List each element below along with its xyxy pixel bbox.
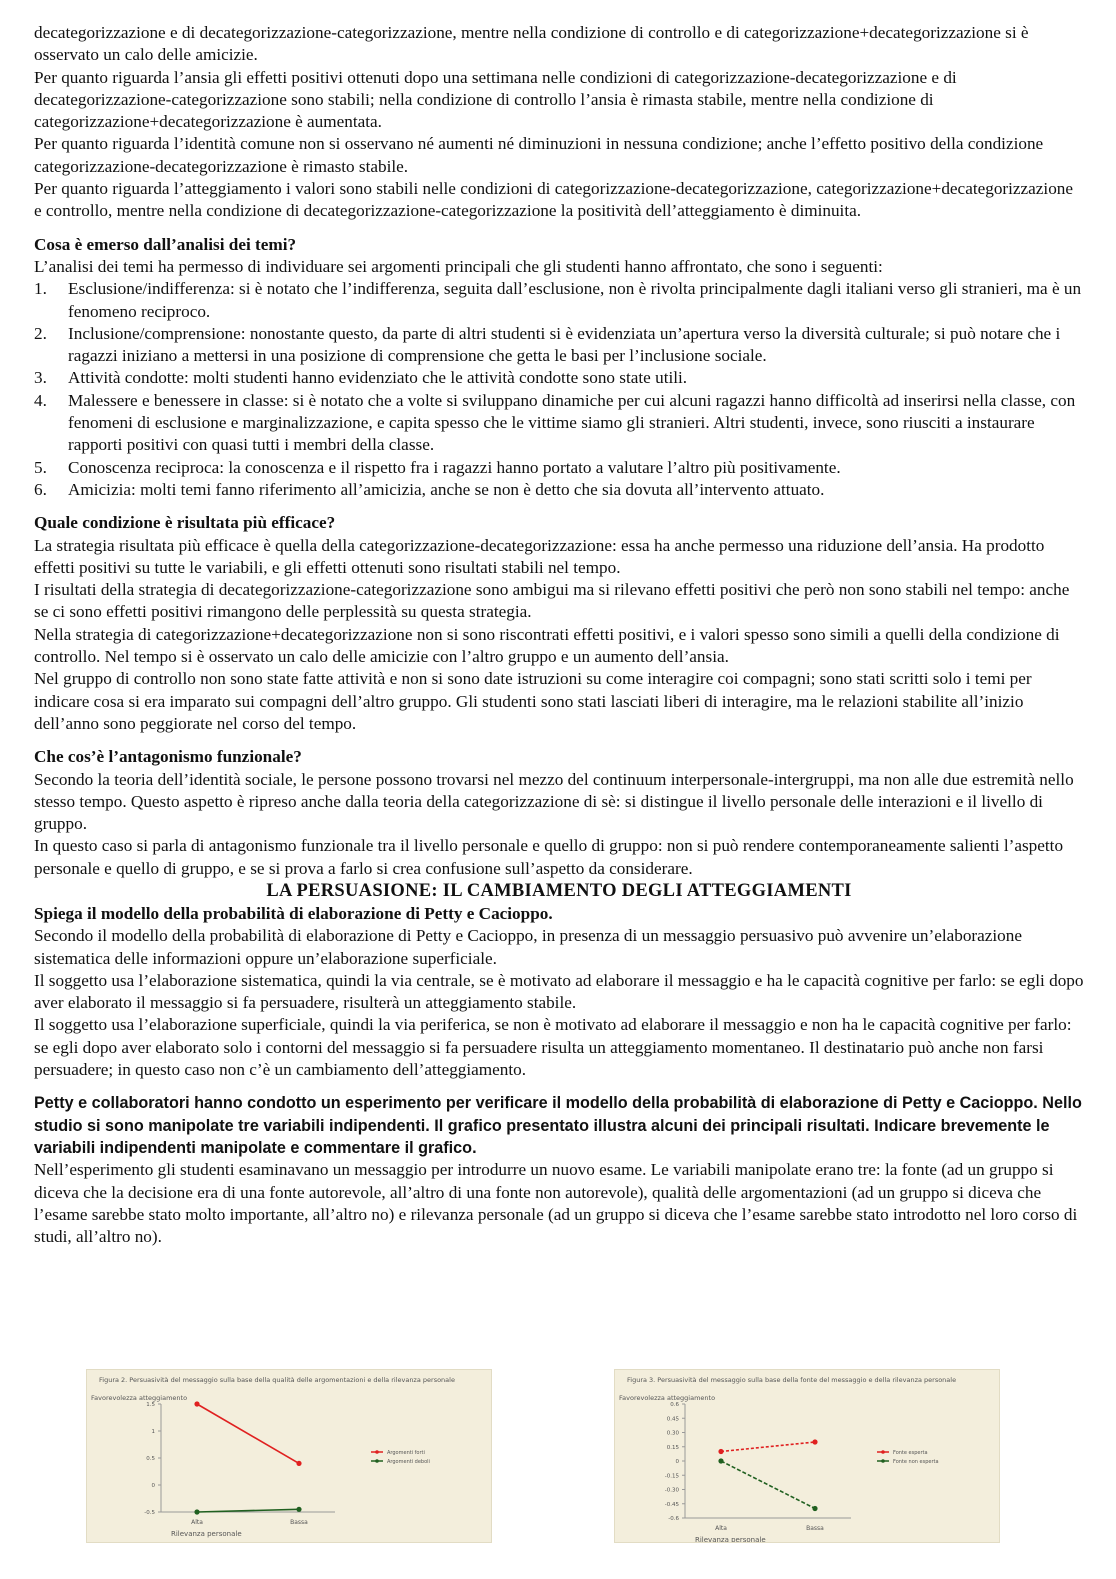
figure-2	[86, 1369, 492, 1543]
list-number: 5.	[34, 457, 47, 477]
section-heading: Quale condizione è risultata più efficace?	[34, 513, 336, 533]
paragraph: Per quanto riguarda l’identità comune non si osservano né aumenti né diminuzioni in nessuna condizione; anche l’effetto positivo della condizione categorizzazione-decategorizzazione è rimasto stabile.	[34, 134, 1044, 176]
legend-label: Fonte non esperta	[893, 1459, 939, 1465]
legend-marker	[375, 1450, 379, 1454]
data-point	[296, 1507, 301, 1512]
y-tick-label: -0.15	[664, 1473, 679, 1480]
x-tick-label: Bassa	[290, 1519, 308, 1526]
document-page	[34, 22, 1084, 1248]
paragraph: Per quanto riguarda l’ansia gli effetti positivi ottenuti dopo una settimana nelle condizioni di categorizzazione-decategorizzazione e di decategorizzazione-categorizzazione sono stabili; nella condizione di controllo l’ansia è rimasta stabile, mentre nella condizione di categorizzazione+decategorizzazione è aumentata.	[34, 67, 957, 132]
data-point	[194, 1509, 199, 1514]
themes-list	[34, 278, 1084, 501]
legend-label: Fonte esperta	[893, 1450, 928, 1456]
list-item-text: Conoscenza reciproca: la conoscenza e il rispetto fra i ragazzi hanno portato a valutare l’altro più positivamente.	[68, 457, 841, 477]
y-tick-label: 0	[675, 1459, 679, 1465]
paragraph: Il soggetto usa l’elaborazione sistematica, quindi la via centrale, se è motivato ad elaborare il messaggio e ha le capacità cognitive per farlo: se egli dopo aver elaborato il messaggio si fa persuadere, risulterà un atteggiamento stabile.	[34, 970, 1084, 1013]
chart-title: Figura 3. Persuasività del messaggio sulla base della fonte del messaggio e della rilevanza personale	[627, 1376, 957, 1384]
legend-marker	[375, 1459, 379, 1463]
list-item	[34, 367, 1084, 389]
y-tick-label: -0.45	[664, 1501, 679, 1508]
data-point	[812, 1439, 817, 1444]
y-tick-label: -0.6	[668, 1516, 679, 1522]
legend-marker	[881, 1450, 885, 1454]
y-tick-label: 0.45	[666, 1416, 679, 1423]
paragraph: Nella strategia di categorizzazione+decategorizzazione non si sono riscontrati effetti positivi, e i valori spesso sono simili a quelli della condizione di controllo. Nel tempo si è osservato un calo delle amicizie con l’altro gruppo e un aumento dell’ansia.	[34, 624, 1060, 667]
chart-title: Figura 2. Persuasività del messaggio sulla base della qualità delle argomentazioni e della rilevanza personale	[99, 1376, 455, 1384]
list-item	[34, 457, 1084, 479]
paragraph: decategorizzazione e di decategorizzazione-categorizzazione, mentre nella condizione di controllo e di categorizzazione+decategorizzazione si è osservato un calo delle amicizie.	[34, 23, 1029, 65]
paragraph: In questo caso si parla di antagonismo funzionale tra il livello personale e quello di gruppo: non si può rendere contemporaneamente salienti l’aspetto personale e quello di gruppo, e se si prova a farlo si crea confusione sull’aspetto da considerare.	[34, 836, 1064, 878]
y-tick-label: 1.5	[146, 1402, 155, 1408]
series-line	[721, 1461, 815, 1509]
chapter-title: LA PERSUASIONE: IL CAMBIAMENTO DEGLI ATTEGGIAMENTI	[266, 880, 852, 901]
x-tick-label: Bassa	[806, 1525, 824, 1532]
list-item-text: Inclusione/comprensione: nonostante questo, da parte di altri studenti si è evidenziata un’apertura verso la diversità culturale; si può notare che i ragazzi iniziano a mettersi in una posizione di comprensione che getta le basi per l’inclusione sociale.	[68, 323, 1061, 366]
list-item	[34, 278, 1084, 323]
paragraph: Nel gruppo di controllo non sono state fatte attività e non si sono date istruzioni su come interagire coi compagni; sono stati scritti solo i temi per indicare cosa si era imparato sui compagni dell’altro gruppo. Gli studenti sono stati lasciati liberi di interagire, ma le relazioni stabilite all’inizio dell’anno sono peggiorate nel corso del tempo.	[34, 669, 1032, 733]
data-point	[812, 1506, 817, 1511]
chart-figure-3	[615, 1370, 999, 1542]
section-heading: Spiega il modello della probabilità di elaborazione di Petty e Cacioppo.	[34, 903, 553, 923]
list-item-text: Amicizia: molti temi fanno riferimento all’amicizia, anche se non è detto che sia dovuta all’intervento attuato.	[68, 479, 825, 499]
y-tick-label: 0.30	[666, 1430, 679, 1437]
paragraph: Il soggetto usa l’elaborazione superficiale, quindi la via periferica, se non è motivato ad elaborare il messaggio e non ha le capacità cognitive per farlo: se egli dopo aver elaborato solo i contorni del messaggio si fa persuadere risulta un atteggiamento momentaneo. Il destinatario può anche non farsi persuadere; in questo caso non c’è un cambiamento dell’atteggiamento.	[34, 1015, 1072, 1080]
x-axis-label: Rilevanza personale	[171, 1530, 242, 1538]
list-number: 4.	[34, 390, 47, 410]
section-heading: Cosa è emerso dall’analisi dei temi?	[34, 234, 297, 254]
section-heading: Che cos’è l’antagonismo funzionale?	[34, 747, 302, 767]
paragraph: Per quanto riguarda l’atteggiamento i valori sono stabili nelle condizioni di categorizzazione-decategorizzazione, categorizzazione+decategorizzazione e controllo, mentre nella condizione di decategorizzazione-categorizzazione la positività dell’atteggiamento è diminuita.	[34, 179, 1074, 221]
y-tick-label: -0.5	[144, 1510, 155, 1516]
x-tick-label: Alta	[715, 1525, 727, 1532]
legend-marker	[881, 1459, 885, 1463]
list-number: 1.	[34, 279, 47, 299]
y-tick-label: -0.30	[664, 1487, 679, 1494]
x-axis-label: Rilevanza personale	[695, 1536, 766, 1542]
list-item-text: Malessere e benessere in classe: si è notato che a volte si sviluppano dinamiche per cui alcuni ragazzi hanno difficoltà ad inserirsi nella classe, con fenomeni di esclusione e marginalizzazione, e capita spesso che le vittime siamo gli stranieri. Altri studenti, invece, sono riusciti a instaurare rapporti positivi con quasi tutti i membri della classe.	[68, 390, 1076, 455]
y-tick-label: 0	[151, 1483, 155, 1489]
y-tick-label: 0.5	[146, 1456, 155, 1462]
paragraph: L’analisi dei temi ha permesso di individuare sei argomenti principali che gli studenti hanno affrontato, che sono i seguenti:	[34, 256, 883, 276]
paragraph: Nell’esperimento gli studenti esaminavano un messaggio per introdurre un nuovo esame. Le variabili manipolate erano tre: la fonte (ad un gruppo si diceva che la decisione era di una fonte autorevole, all’altro di una fonte non autorevole), qualità delle argomentazioni (ad un gruppo si diceva che l’esame sarebbe stato molto importante, all’altro no) e rilevanza personale (ad un gruppo si diceva che l’esame sarebbe stato introdotto nel loro corso di studi, all’altro no).	[34, 1160, 1078, 1247]
list-item-text: Esclusione/indifferenza: si è notato che l’indifferenza, seguita dall’esclusione, non è rivolta principalmente dagli italiani verso gli stranieri, ma è un fenomeno reciproco.	[68, 279, 1082, 321]
figures-row	[0, 1366, 1116, 1546]
x-tick-label: Alta	[191, 1519, 203, 1526]
y-tick-label: 0.15	[666, 1444, 679, 1451]
data-point	[718, 1449, 723, 1454]
paragraph: La strategia risultata più efficace è quella della categorizzazione-decategorizzazione: essa ha anche permesso una riduzione dell’ansia. Ha prodotto effetti positivi su tutte le variabili, e gli effetti ottenuti sono risultati stabili nel tempo.	[34, 535, 1045, 577]
data-point	[296, 1461, 301, 1466]
list-number: 3.	[34, 368, 47, 388]
series-line	[721, 1442, 815, 1452]
chart-figure-2	[87, 1370, 491, 1542]
legend-label: Argomenti forti	[387, 1450, 425, 1456]
paragraph: I risultati della strategia di decategorizzazione-categorizzazione sono ambigui ma si rilevano effetti positivi che però non sono stabili nel tempo: anche se ci sono effetti positivi rimangono delle perplessità su questa strategia.	[34, 580, 1070, 622]
legend-label: Argomenti deboli	[387, 1459, 430, 1465]
list-item	[34, 390, 1084, 457]
list-item	[34, 479, 1084, 501]
list-item	[34, 323, 1084, 368]
data-point	[718, 1458, 723, 1463]
list-number: 6.	[34, 479, 47, 499]
y-tick-label: 0.6	[670, 1402, 679, 1408]
paragraph: Secondo il modello della probabilità di elaborazione di Petty e Cacioppo, in presenza di un messaggio persuasivo può avvenire un’elaborazione sistematica delle informazioni oppure un’elaborazione superficiale.	[34, 926, 1022, 968]
exam-question: Petty e collaboratori hanno condotto un esperimento per verificare il modello della probabilità di elaborazione di Petty e Cacioppo. Nello studio si sono manipolate tre variabili indipendenti. Il grafico presentato illustra alcuni dei principali risultati. Indicare brevemente le variabili indipendenti manipolate e commentare il grafico.	[34, 1094, 1082, 1157]
y-axis-label: Favorevolezza atteggiamento	[91, 1394, 188, 1402]
paragraph: Secondo la teoria dell’identità sociale, le persone possono trovarsi nel mezzo del continuum interpersonale-intergruppi, ma non alle due estremità nello stesso tempo. Questo aspetto è ripreso anche dalla teoria della categorizzazione di sè: si distingue il livello personale delle interazioni e il livello di gruppo.	[34, 769, 1074, 834]
data-point	[194, 1401, 199, 1406]
y-tick-label: 1	[151, 1429, 155, 1435]
list-item-text: Attività condotte: molti studenti hanno evidenziato che le attività condotte sono state utili.	[68, 368, 688, 388]
series-line	[197, 1404, 299, 1463]
list-number: 2.	[34, 323, 47, 343]
figure-3	[614, 1369, 1000, 1543]
y-axis-label: Favorevolezza atteggiamento	[619, 1394, 716, 1402]
